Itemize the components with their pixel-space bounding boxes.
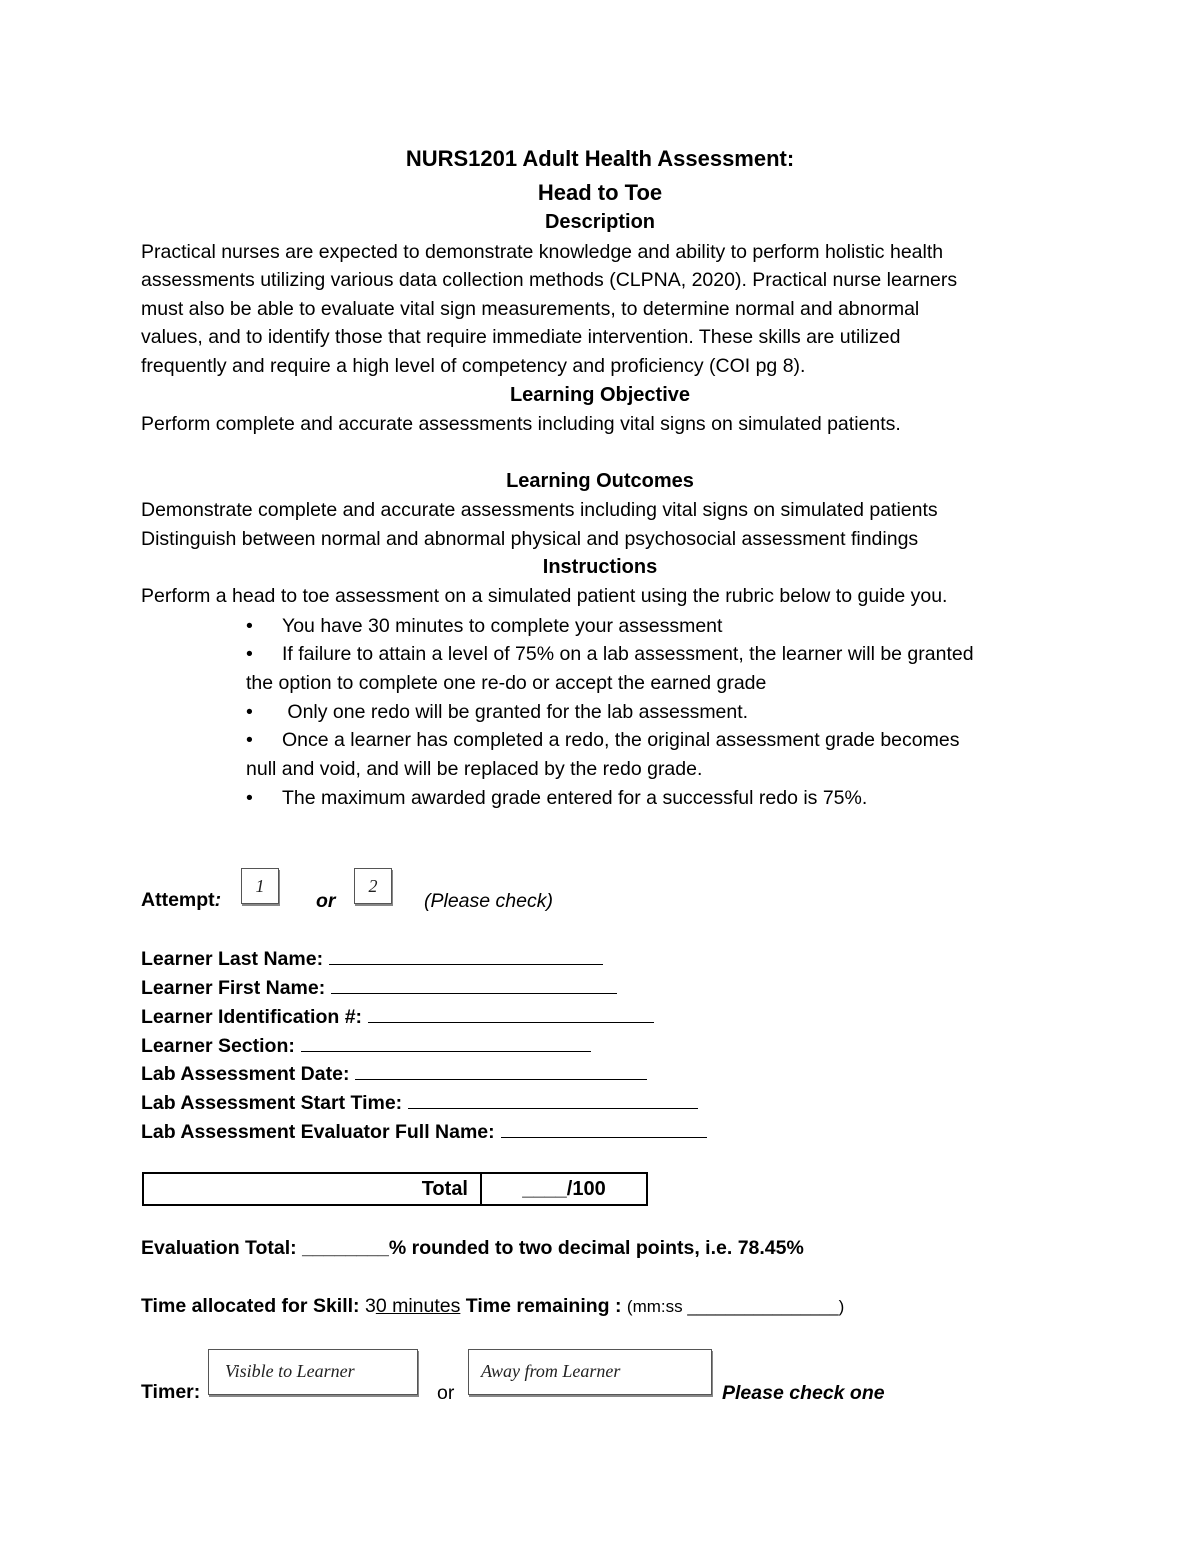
total-value[interactable]: ____/100 (522, 1178, 606, 1200)
total-table (142, 1172, 648, 1206)
instruction-bullet: • Only one redo will be granted for the lab assessment. (246, 701, 749, 723)
time-remaining-blank[interactable]: (mm:ss ________________) (626, 1297, 845, 1316)
timer-label: Timer: (141, 1381, 201, 1403)
evaluation-total: Evaluation Total: ________% rounded to two decimal points, i.e. 78.45% (141, 1237, 804, 1259)
outcome-item: Distinguish between normal and abnormal physical and psychosocial assessment findings (141, 528, 919, 550)
start-time-field[interactable]: Lab Assessment Start Time: (141, 1090, 698, 1115)
bullet-icon: • (246, 701, 253, 723)
instruction-bullet: • The maximum awarded grade entered for a successful redo is 75%. (246, 787, 868, 809)
instructions-intro: Perform a head to toe assessment on a simulated patient using the rubric below to guide you. (141, 585, 948, 607)
start-time-blank[interactable] (408, 1090, 698, 1109)
id-blank[interactable] (368, 1004, 654, 1023)
evaluator-blank[interactable] (501, 1119, 707, 1138)
instructions-heading: Instructions (542, 556, 658, 578)
date-blank[interactable] (355, 1061, 647, 1080)
evaluator-field[interactable]: Lab Assessment Evaluator Full Name: (141, 1119, 707, 1144)
instruction-bullet-continuation: null and void, and will be replaced by the redo grade. (246, 758, 703, 780)
instruction-bullet: • If failure to attain a level of 75% on a lab assessment, the learner will be granted (246, 643, 974, 665)
bullet-icon: • (246, 615, 253, 637)
description-line: assessments utilizing various data collection methods (CLPNA, 2020). Practical nurse learners (141, 269, 958, 291)
description-line: Practical nurses are expected to demonstrate knowledge and ability to perform holistic health (141, 241, 944, 263)
evaluation-blank[interactable]: ________ (302, 1237, 389, 1259)
description-line: frequently and require a high level of competency and proficiency (COI pg 8). (141, 355, 806, 377)
id-field[interactable]: Learner Identification #: (141, 1004, 654, 1029)
first-name-blank[interactable] (331, 975, 617, 994)
timer-away-checkbox[interactable]: Away from Learner (468, 1349, 712, 1395)
first-name-field[interactable]: Learner First Name: (141, 975, 617, 1000)
bullet-icon: • (246, 643, 253, 665)
attempt-2-checkbox[interactable]: 2 (354, 868, 392, 904)
description-heading: Description (544, 211, 656, 233)
document-title: NURS1201 Adult Health Assessment: (405, 146, 795, 171)
instruction-bullet-continuation: the option to complete one re-do or accept the earned grade (246, 672, 767, 694)
outcomes-heading: Learning Outcomes (506, 470, 694, 492)
timer-or-label: or (437, 1382, 455, 1404)
section-field[interactable]: Learner Section: (141, 1033, 591, 1058)
attempt-note: (Please check) (424, 890, 553, 912)
time-allocated-value: 0 minutes (375, 1295, 461, 1317)
bullet-icon: • (246, 729, 253, 751)
timer-visible-checkbox[interactable]: Visible to Learner (208, 1349, 418, 1395)
attempt-1-checkbox[interactable]: 1 (241, 868, 279, 904)
description-line: must also be able to evaluate vital sign measurements, to determine normal and abnormal (141, 298, 920, 320)
last-name-blank[interactable] (329, 946, 603, 965)
timer-note: Please check one (722, 1382, 885, 1404)
attempt-or-label: or (316, 890, 336, 912)
description-line: values, and to identify those that require immediate intervention. These skills are utilized (141, 326, 901, 348)
date-field[interactable]: Lab Assessment Date: (141, 1061, 647, 1086)
outcome-item: Demonstrate complete and accurate assessments including vital signs on simulated patients (141, 499, 938, 521)
last-name-field[interactable]: Learner Last Name: (141, 946, 603, 971)
total-label: Total (144, 1174, 482, 1204)
objective-text: Perform complete and accurate assessments including vital signs on simulated patients. (141, 413, 901, 435)
bullet-icon: • (246, 787, 253, 809)
instruction-bullet: • You have 30 minutes to complete your assessment (246, 615, 723, 637)
document-subtitle: Head to Toe (537, 180, 663, 205)
section-blank[interactable] (301, 1033, 591, 1052)
objective-heading: Learning Objective (509, 384, 691, 406)
attempt-label: Attempt: (141, 889, 222, 911)
time-allocated-row: Time allocated for Skill: 30 minutes Time remaining : (mm:ss ________________) (141, 1295, 845, 1317)
instruction-bullet: • Once a learner has completed a redo, the original assessment grade becomes (246, 729, 960, 751)
